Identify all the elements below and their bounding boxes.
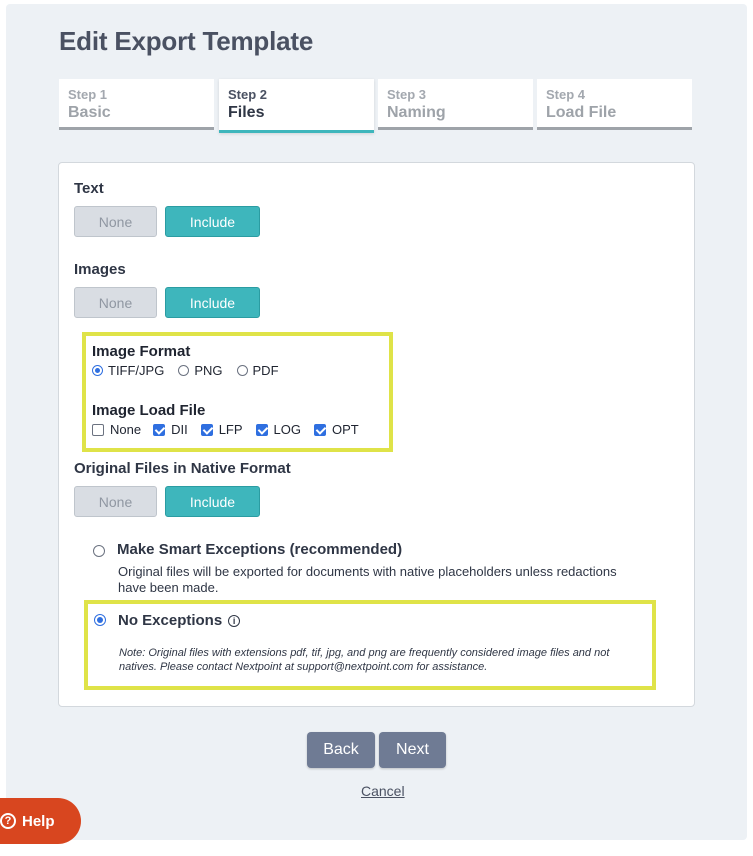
radio-icon[interactable] <box>92 365 103 376</box>
help-icon: ? <box>0 813 16 829</box>
help-button[interactable] <box>0 798 81 844</box>
checkbox-icon[interactable] <box>92 424 104 436</box>
step-label: Files <box>228 104 265 121</box>
info-icon[interactable]: i <box>228 615 240 627</box>
step-tabs <box>59 79 694 135</box>
smart-exceptions-title[interactable]: Make Smart Exceptions (recommended) <box>117 541 403 558</box>
step-number: Step 2 <box>228 87 268 102</box>
cancel-link[interactable]: Cancel <box>361 783 405 799</box>
image-format-options <box>92 363 293 378</box>
back-button[interactable]: Back <box>307 732 375 768</box>
checkbox-icon[interactable] <box>314 424 326 436</box>
images-include-button[interactable]: Include <box>165 287 260 318</box>
image-load-file-options <box>92 422 373 437</box>
step-number: Step 4 <box>546 87 586 102</box>
image-options-highlight <box>82 332 393 452</box>
tab-step-3-naming[interactable] <box>378 79 533 130</box>
next-button[interactable]: Next <box>379 732 446 768</box>
image-format-png[interactable]: PNG <box>178 363 222 378</box>
step-label: Load File <box>546 104 617 121</box>
text-none-button[interactable]: None <box>74 206 157 237</box>
tab-step-2-files[interactable] <box>219 79 374 133</box>
load-file-none[interactable]: None <box>92 422 141 437</box>
text-section-label: Text <box>74 180 104 197</box>
native-none-button[interactable]: None <box>74 486 157 517</box>
no-exceptions-radio[interactable] <box>94 614 106 626</box>
radio-icon[interactable] <box>178 365 189 376</box>
image-format-label: Image Format <box>92 343 191 360</box>
checkbox-icon[interactable] <box>256 424 268 436</box>
page-background <box>6 4 747 840</box>
load-file-log[interactable]: LOG <box>256 422 301 437</box>
images-section-label: Images <box>74 261 126 278</box>
checkbox-icon[interactable] <box>201 424 213 436</box>
smart-exceptions-description: Original files will be exported for documents with native placeholders unless redactions have been made. <box>118 564 617 595</box>
image-format-pdf[interactable]: PDF <box>237 363 279 378</box>
load-file-lfp[interactable]: LFP <box>201 422 243 437</box>
checkbox-icon[interactable] <box>153 424 165 436</box>
smart-exceptions-radio[interactable] <box>93 545 105 557</box>
step-number: Step 1 <box>68 87 108 102</box>
native-section-label: Original Files in Native Format <box>74 460 291 477</box>
no-exceptions-note: Note: Original files with extensions pdf, tif, jpg, and png are frequently considered image files and not natives. Please contact Nextpoint at support@nextpoint.com for assistance. <box>119 647 610 673</box>
step-label: Naming <box>387 104 446 121</box>
step-number: Step 3 <box>387 87 427 102</box>
load-file-dii[interactable]: DII <box>153 422 188 437</box>
image-load-file-label: Image Load File <box>92 402 206 419</box>
help-label: Help <box>22 812 55 830</box>
image-format-tiff-jpg[interactable]: TIFF/JPG <box>92 363 164 378</box>
tab-step-4-load-file[interactable] <box>537 79 692 130</box>
no-exceptions-highlight <box>84 600 656 690</box>
radio-icon[interactable] <box>237 365 248 376</box>
no-exceptions-title[interactable]: No Exceptions i <box>118 612 240 629</box>
load-file-opt[interactable]: OPT <box>314 422 359 437</box>
step-label: Basic <box>68 104 111 121</box>
native-include-button[interactable]: Include <box>165 486 260 517</box>
images-none-button[interactable]: None <box>74 287 157 318</box>
page-title: Edit Export Template <box>59 26 314 56</box>
tab-step-1-basic[interactable] <box>59 79 214 130</box>
files-card <box>58 162 695 707</box>
text-include-button[interactable]: Include <box>165 206 260 237</box>
